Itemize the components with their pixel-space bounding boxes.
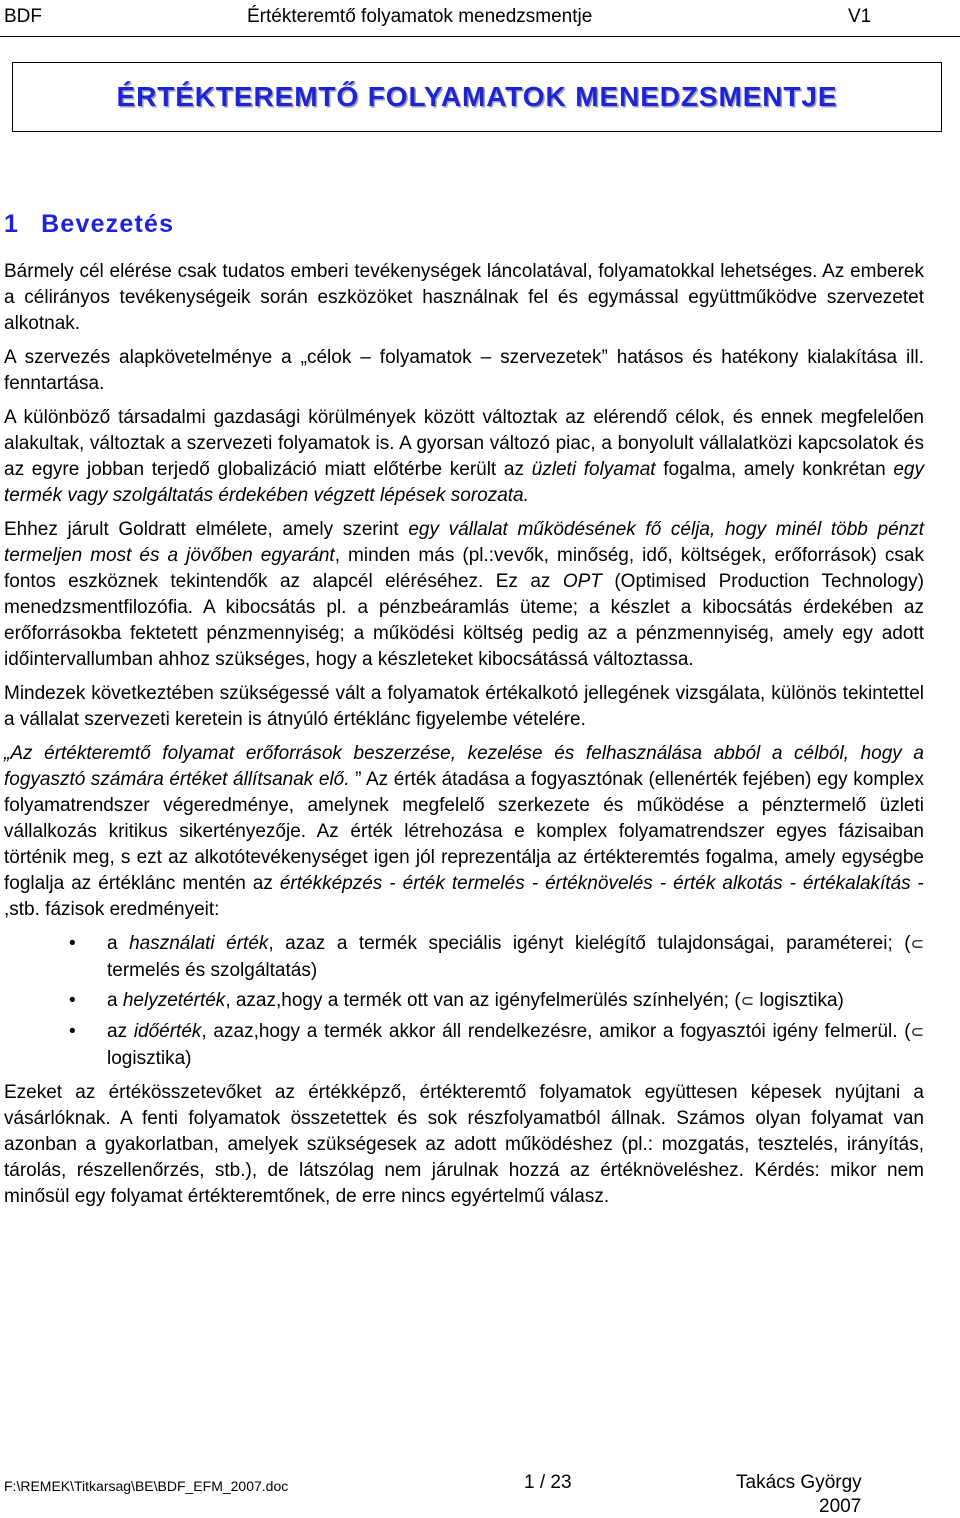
p6-quote: „Az értékteremtő folyamat erőforrások beszerzése, kezelése és felhasználása abból a célból, hogy a fogyasztó számára értéket állítsanak elő. [4,743,924,790]
page-footer [0,1466,960,1516]
subset-arrow-icon: ⊂ [910,936,924,953]
list-item [4,1019,924,1072]
b2-text-3: logisztika) [754,990,844,1011]
p6-text-2: - ,stb. fázisok eredményeit: [4,873,924,920]
bullet-icon: • [69,990,76,1011]
page-number: 1 / 23 [524,1472,572,1493]
title-box [12,62,942,132]
b3-text: az [107,1021,134,1042]
header-left: BDF [4,6,42,27]
bullet-icon: • [69,1021,76,1042]
author: Takács György [736,1472,862,1493]
header-divider [0,36,960,37]
section-heading [4,210,174,239]
b2-italic: helyzetérték [122,990,226,1011]
p3-text-2: fogalma, amely konkrétan [655,459,894,480]
p4-italic-2: OPT [562,571,602,592]
bullet-icon: • [69,933,76,954]
p3-italic-2: egy termék vagy szolgáltatás érdekében végzett lépések sorozata. [4,459,924,506]
subset-arrow-icon: ⊂ [740,993,755,1010]
p6-italic: értékképzés - érték termelés - értéknövelés - érték alkotás - értékalakítás [279,873,911,894]
year: 2007 [819,1496,862,1517]
p6-text: ” Az érték átadása a fogyasztónak (ellenérték fejében) egy komplex folyamatrendszer végeredménye, amelynek megfelelő szerkezete és működése a pénztermelő üzleti vállalkozás kritikus sikertényezője. Az érték létrehozása e komplex folyamatrendszer egyes fázisaiban történik meg, s ezt az alkotótevékenységet igen jól reprezentálja az értékteremtés fogalma, amely egységbe foglalja az értéklánc mentén az [4,769,924,894]
subset-arrow-icon: ⊂ [910,1024,924,1041]
p4-italic-1: egy vállalat működésének fő célja, hogy minél több pénzt termeljen most és a jövőben egyaránt [4,519,924,566]
paragraph-5: Mindezek következtében szükségessé vált a folyamatok értékalkotó jellegének vizsgálata, különös tekintettel a vállalat szervezeti keretein is átnyúló értéklánc figyelembe vételére. [4,683,924,730]
b2-text-2: , azaz,hogy a termék ott van az igényfelmerülés színhelyén; ( [225,990,741,1011]
paragraph-6 [4,741,924,923]
p4-text-2: , minden más (pl.:vevők, minőség, idő, költségek, erőforrások) csak fontos eszköznek tekintendők az alapcél eléréséhez. Ez az [4,545,924,592]
list-item [4,931,924,984]
body-text [4,259,924,1218]
list-item [4,988,924,1015]
p4-text-3: (Optimised Production Technology) menedzsmentfilozófia. A kibocsátás pl. a pénzbeáramlás üteme; a készlet a kibocsátás érdekében az erőforrásokba fektetett pénzmennyiség; a működési költség pedig az a pénzmennyiség, amely egy adott időintervallumban ahhoz szükséges, hogy a készleteket kibocsátássá változtassa. [4,571,924,670]
paragraph-1: Bármely cél elérése csak tudatos emberi tevékenységek láncolatával, folyamatokkal lehetséges. Az emberek a célirányos tevékenységeik során eszközöket használnak fel és egymással együttműködve szervezetet alkotnak. [4,261,924,334]
b1-italic: használati érték [129,933,269,954]
b1-text-3: termelés és szolgáltatás) [107,960,318,981]
file-path: F:\REMEK\Titkarsag\BE\BDF_EFM_2007.doc [4,1478,289,1494]
paragraph-4 [4,517,924,673]
b2-text: a [107,990,123,1011]
value-list [4,931,924,1072]
b1-text: a [107,933,130,954]
b3-text-3: logisztika) [107,1048,192,1069]
section-title: Bevezetés [41,210,175,238]
p3-text: A különböző társadalmi gazdasági körülmények között változtak az elérendő célok, és ennek megfelelően alakultak, változtak a szervezeti folyamatok is. A gyorsan változó piac, a bonyolult vállalatközi kapcsolatok és az egyre jobban terjedő globalizáció miatt előtérbe került az [4,407,924,480]
b3-italic: időérték [133,1021,202,1042]
page-header [0,0,960,38]
header-version: V1 [848,6,872,27]
paragraph-2: A szervezés alapkövetelménye a „célok – folyamatok – szervezetek” hatásos és hatékony kialakítása ill. fenntartása. [4,347,924,394]
b3-text-2: , azaz,hogy a termék akkor áll rendelkezésre, amikor a fogyasztói igény felmerül. ( [201,1021,911,1042]
p4-text: Ehhez járult Goldratt elmélete, amely szerint [4,519,409,540]
paragraph-3 [4,405,924,509]
document-title: ÉRTÉKTEREMTŐ FOLYAMATOK MENEDZSMENTJE [116,81,838,112]
p3-italic-1: üzleti folyamat [531,459,656,480]
header-title: Értékteremtő folyamatok menedzsmentje [247,6,593,27]
section-number: 1 [4,210,20,238]
b1-text-2: , azaz a termék speciális igényt kielégítő tulajdonságai, paraméterei; ( [268,933,911,954]
paragraph-7: Ezeket az értékösszetevőket az értékképző, értékteremtő folyamatok együttesen képesek nyújtani a vásárlóknak. A fenti folyamatok összetettek és sok részfolyamatból állnak. Számos olyan folyamat van azonban a gyakorlatban, amelyek szükségesek az adott működéshez (pl.: mozgatás, tesztelés, irányítás, tárolás, részellenőrzés, stb.), de látszólag nem járulnak hozzá az értéknöveléshez. Kérdés: mikor nem minősül egy folyamat értékteremtőnek, de erre nincs egyértelmű válasz. [4,1082,924,1207]
